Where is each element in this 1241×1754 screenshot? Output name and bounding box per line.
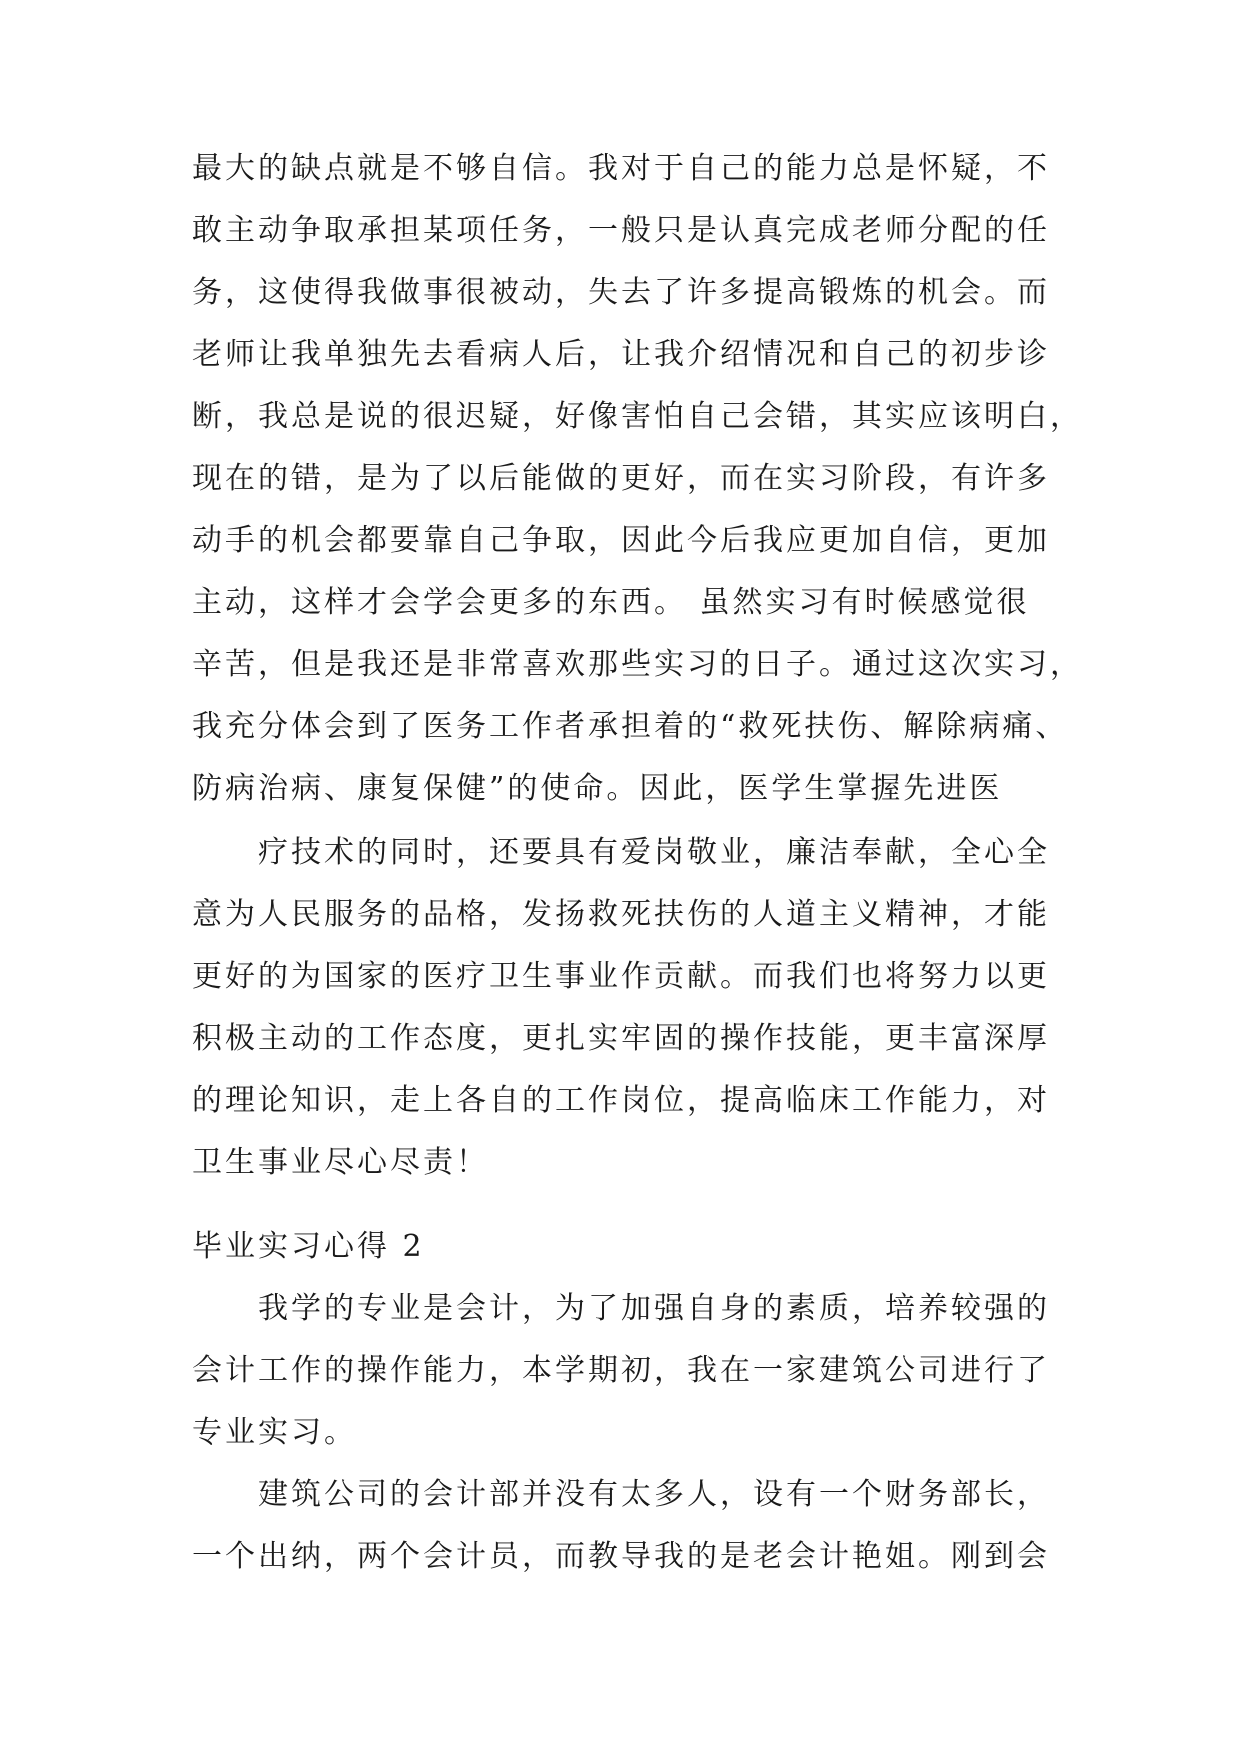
text-line: 辛苦，但是我还是非常喜欢那些实习的日子。通过这次实习，	[192, 647, 1083, 682]
text-line: 积极主动的工作态度，更扎实牢固的操作技能，更丰富深厚	[192, 1021, 1050, 1056]
text-line: 防病治病、康复保健”的使命。因此，医学生掌握先进医	[192, 771, 1003, 806]
text-line: 断，我总是说的很迟疑，好像害怕自己会错，其实应该明白，	[192, 399, 1083, 434]
text-line: 更好的为国家的医疗卫生事业作贡献。而我们也将努力以更	[192, 959, 1050, 994]
text-line: 建筑公司的会计部并没有太多人，设有一个财务部长，	[258, 1477, 1050, 1512]
text-line: 卫生事业尽心尽责！	[192, 1145, 489, 1180]
text-line: 一个出纳，两个会计员，而教导我的是老会计艳姐。刚到会	[192, 1539, 1050, 1574]
paragraph-accounting-intro	[192, 1278, 1062, 1464]
text-line: 的理论知识，走上各自的工作岗位，提高临床工作能力，对	[192, 1083, 1050, 1118]
text-line: 专业实习。	[192, 1415, 357, 1450]
text-line: 会计工作的操作能力，本学期初，我在一家建筑公司进行了	[192, 1353, 1050, 1388]
text-line: 敢主动争取承担某项任务，一般只是认真完成老师分配的任	[192, 213, 1050, 248]
text-line: 我学的专业是会计，为了加强自身的素质，培养较强的	[258, 1291, 1050, 1326]
section-heading: 毕业实习心得 2	[192, 1229, 425, 1264]
text-line: 务，这使得我做事很被动，失去了许多提高锻炼的机会。而	[192, 275, 1050, 310]
paragraph-medical-ethics	[192, 822, 1062, 1194]
text-line: 动手的机会都要靠自己争取，因此今后我应更加自信，更加	[192, 523, 1050, 558]
text-line: 现在的错，是为了以后能做的更好，而在实习阶段，有许多	[192, 461, 1050, 496]
text-line: 老师让我单独先去看病人后，让我介绍情况和自己的初步诊	[192, 337, 1050, 372]
text-line: 我充分体会到了医务工作者承担着的“救死扶伤、解除病痛、	[192, 709, 1069, 744]
text-line: 意为人民服务的品格，发扬救死扶伤的人道主义精神，才能	[192, 897, 1050, 932]
text-line: 疗技术的同时，还要具有爱岗敬业，廉洁奉献，全心全	[258, 835, 1050, 870]
text-line: 主动，这样才会学会更多的东西。 虽然实习有时候感觉很	[192, 585, 1030, 620]
paragraph-accounting-department	[192, 1464, 1062, 1588]
text-line: 最大的缺点就是不够自信。我对于自己的能力总是怀疑，不	[192, 151, 1050, 186]
paragraph-continuation	[192, 138, 1083, 820]
